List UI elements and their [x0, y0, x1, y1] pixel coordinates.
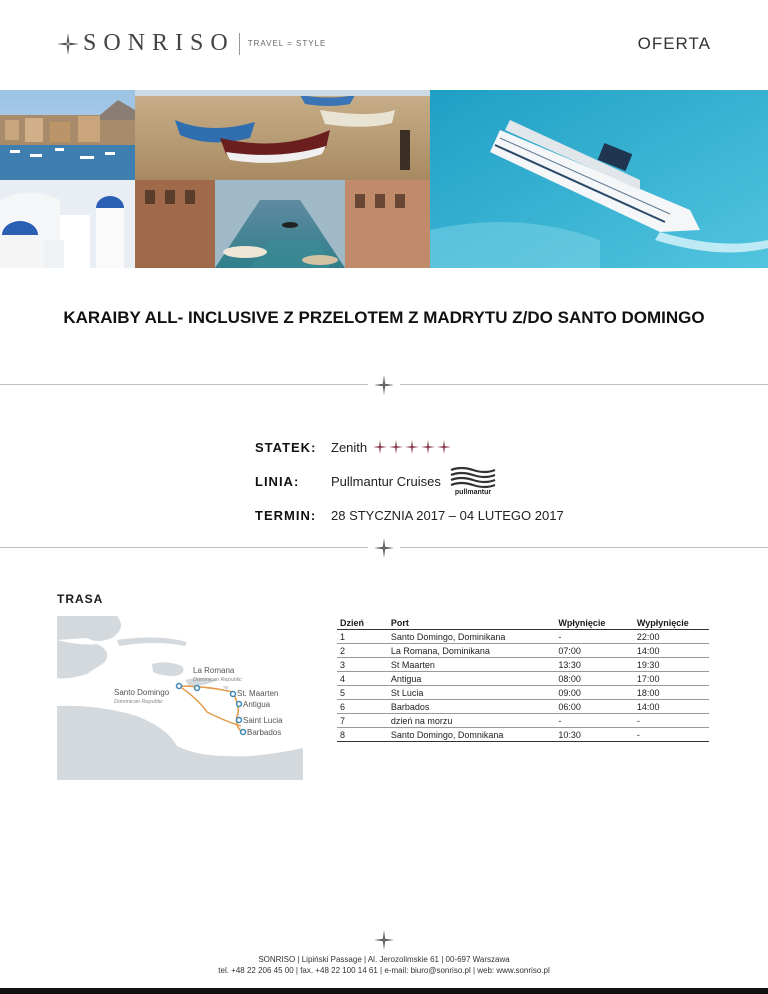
cell-departure: - — [634, 714, 709, 728]
cell-arrival: 13:30 — [555, 658, 634, 672]
cell-arrival: 07:00 — [555, 644, 634, 658]
table-row — [337, 728, 709, 742]
table-row — [337, 672, 709, 686]
itinerary-table — [337, 616, 709, 742]
compass-star-icon — [374, 375, 394, 395]
offer-title: KARAIBY ALL- INCLUSIVE Z PRZELOTEM Z MADRYTU Z/DO SANTO DOMINGO — [63, 308, 705, 327]
cell-port: dzień na morzu — [388, 714, 556, 728]
ship-label: STATEK: — [255, 439, 317, 455]
rating-star-icon — [405, 440, 419, 454]
map-sublabel-santo-domingo: Dominican Republic — [114, 699, 163, 705]
route-map — [57, 616, 303, 780]
cell-departure: - — [634, 728, 709, 742]
page-footer — [0, 954, 768, 976]
photo-boats — [135, 90, 430, 180]
cell-arrival: 09:00 — [555, 686, 634, 700]
route-heading: TRASA — [57, 592, 104, 606]
info-row-term — [255, 498, 564, 532]
cell-port: Santo Domingo, Dominikana — [388, 630, 556, 644]
table-header-row — [337, 616, 709, 630]
ship-name: Zenith — [331, 439, 368, 455]
cell-port: Antigua — [388, 672, 556, 686]
cell-port: La Romana, Dominikana — [388, 644, 556, 658]
cell-day: 4 — [337, 672, 388, 686]
line-label: LINIA: — [255, 473, 300, 489]
cell-day: 6 — [337, 700, 388, 714]
brand-logo — [57, 30, 326, 57]
col-header-day: Dzień — [337, 616, 388, 630]
logo-separator — [239, 33, 240, 55]
document-type: OFERTA — [637, 34, 711, 53]
cell-arrival: 08:00 — [555, 672, 634, 686]
cell-day: 8 — [337, 728, 388, 742]
photo-harbour — [0, 90, 135, 268]
ship-info — [255, 430, 564, 532]
cell-departure: 19:30 — [634, 658, 709, 672]
table-row — [337, 686, 709, 700]
pullmantur-logo — [449, 466, 497, 496]
term-value: 28 STYCZNIA 2017 – 04 LUTEGO 2017 — [331, 507, 564, 523]
photo-cruise-ship — [430, 90, 768, 268]
hero-collage — [0, 90, 768, 268]
map-label-la-romana: La Romana — [193, 666, 235, 675]
cell-departure: 18:00 — [634, 686, 709, 700]
cell-departure: 14:00 — [634, 700, 709, 714]
table-row — [337, 700, 709, 714]
table-row — [337, 644, 709, 658]
cell-arrival: 10:30 — [555, 728, 634, 742]
table-row — [337, 714, 709, 728]
brand-name: SONRISO — [83, 30, 235, 56]
cell-arrival: 06:00 — [555, 700, 634, 714]
cell-port: Barbados — [388, 700, 556, 714]
section-divider — [0, 375, 768, 395]
cell-departure: 17:00 — [634, 672, 709, 686]
cell-day: 2 — [337, 644, 388, 658]
cell-port: St Lucia — [388, 686, 556, 700]
cell-port: Santo Domingo, Domnikana — [388, 728, 556, 742]
rating-star-icon — [389, 440, 403, 454]
bottom-bar — [0, 988, 768, 994]
table-row — [337, 658, 709, 672]
section-divider — [0, 538, 768, 558]
cell-day: 5 — [337, 686, 388, 700]
cell-arrival: - — [555, 714, 634, 728]
brand-tagline: TRAVEL = STYLE — [247, 39, 327, 48]
info-row-line — [255, 464, 564, 498]
cell-day: 3 — [337, 658, 388, 672]
map-label-antigua: Antigua — [243, 700, 271, 709]
cell-arrival: - — [555, 630, 634, 644]
col-header-arrival: Wpłynięcie — [555, 616, 634, 630]
line-name: Pullmantur Cruises — [331, 473, 441, 489]
term-label: TERMIN: — [255, 507, 317, 523]
cell-departure: 14:00 — [634, 644, 709, 658]
compass-star-icon — [374, 930, 394, 950]
col-header-port: Port — [388, 616, 556, 630]
rating-star-icon — [373, 440, 387, 454]
footer-address: SONRISO | Lipiński Passage | Al. Jerozolimskie 61 | 00-697 Warszawa — [258, 955, 510, 964]
map-label-barbados: Barbados — [247, 728, 282, 737]
compass-star-icon — [57, 33, 79, 55]
map-label-santo-domingo: Santo Domingo — [114, 688, 170, 697]
table-row — [337, 630, 709, 644]
page-header — [0, 0, 768, 90]
cell-departure: 22:00 — [634, 630, 709, 644]
map-label-saint-lucia: Saint Lucia — [243, 716, 283, 725]
info-row-ship — [255, 430, 564, 464]
rating-star-icon — [437, 440, 451, 454]
cell-day: 7 — [337, 714, 388, 728]
footer-contact: tel. +48 22 206 45 00 | fax. +48 22 100 14 61 | e-mail: biuro@sonriso.pl | web: www.sonriso.pl — [218, 966, 550, 975]
ship-rating — [373, 440, 451, 454]
map-label-st-maarten: St. Maarten — [237, 689, 279, 698]
cell-day: 1 — [337, 630, 388, 644]
map-sublabel-la-romana: Dominican Republic — [193, 677, 242, 683]
col-header-departure: Wypłynięcie — [634, 616, 709, 630]
compass-star-icon — [374, 538, 394, 558]
pullmantur-logo-text: pullmantur — [454, 489, 491, 496]
rating-star-icon — [421, 440, 435, 454]
cell-port: St Maarten — [388, 658, 556, 672]
photo-canal — [135, 180, 430, 268]
